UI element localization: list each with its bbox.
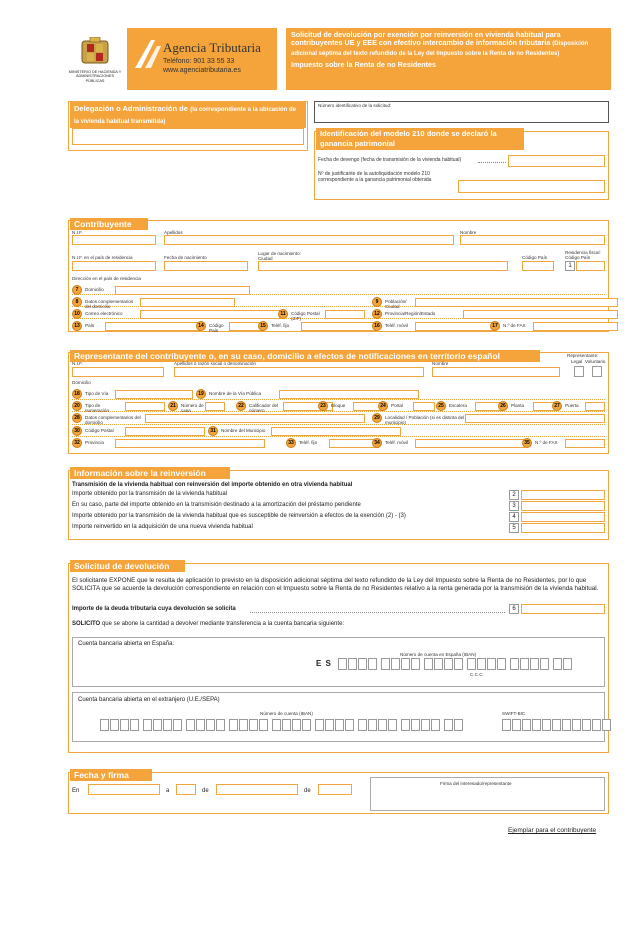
digit-box[interactable] [378,719,387,731]
de2-label: de [304,788,311,794]
es-prefix: E S [316,659,332,668]
field-input-13[interactable] [105,322,200,331]
reinversion-subtitle: Transmisión de la vivienda habitual con reinversión del importe obtenido en otra vivienda habitual [72,482,353,488]
digit-box[interactable] [259,719,268,731]
digit-box[interactable] [424,658,433,670]
digit-box[interactable] [302,719,311,731]
dia-field[interactable] [176,784,196,795]
rep-nif-label: N.I.F. [72,361,83,366]
rep-field-input-27[interactable] [585,402,605,411]
rep-field-input-20[interactable] [125,402,165,411]
reinversion-row-num-2: 2 [509,490,519,500]
digit-box[interactable] [540,658,549,670]
digit-box[interactable] [434,658,443,670]
representante-title: Representante del contribuyente o, en su caso, domicilio a efectos de notificaciones en territorio español [70,350,540,362]
rep-field-input-21[interactable] [205,402,225,411]
fecha-firma-title: Fecha y firma [70,769,152,781]
rep-field-number-20: 20 [72,401,82,411]
rep-field-number-24: 24 [378,401,388,411]
residencia-field[interactable] [576,261,605,271]
digit-box[interactable] [512,719,521,731]
digit-box[interactable] [602,719,611,731]
digit-box[interactable] [110,719,119,731]
digit-box[interactable] [444,719,453,731]
nif-pais-field[interactable] [72,261,156,271]
field-label-11: Código Postal (ZIP) [291,311,320,321]
fecha-devengo-label: Fecha de devengo (fecha de transmisión de la vivienda habitual) [318,157,462,163]
rep-field-input-34[interactable] [415,439,525,448]
rep-apellidos-field[interactable] [174,367,424,377]
rep-field-number-26: 26 [498,401,508,411]
field-number-16: 16 [372,321,382,331]
digit-box[interactable] [444,658,453,670]
rep-field-label-22: Calificador del número [249,403,279,413]
agency-name: Agencia Tributaria [163,40,261,55]
digit-box[interactable] [411,719,420,731]
digit-box[interactable] [477,658,486,670]
field-number-12: 12 [372,309,382,319]
field-label-8: Datos complementarios del domicilio [85,299,134,309]
field-number-9: 9 [372,297,382,307]
digit-box[interactable] [522,719,531,731]
rep-field-number-31: 31 [208,426,218,436]
firma-label: Firma del interesado/representante [440,781,512,786]
field-label-16: Teléf. móvil [385,323,408,328]
voluntario-checkbox[interactable] [592,366,602,377]
rep-field-input-18[interactable] [115,390,193,399]
rep-field-label-18: Tipo de Vía [85,391,109,396]
digit-box[interactable] [206,719,215,731]
field-label-7: Domicilio [85,287,104,292]
delegacion-field[interactable] [72,128,304,145]
justificante-label: Nº de justificante de la autoliquidación modelo 210 correspondiente a la ganancia patrimonial obtenida [318,171,432,183]
digit-box[interactable] [368,658,377,670]
rep-field-label-30: Código Postal [85,428,114,433]
rep-field-label-28: Datos complementarios del domicilio [85,415,141,425]
modelo210-title: Identificación del modelo 210 donde se declaró la ganancia patrimonial [316,128,524,150]
digit-box[interactable] [454,658,463,670]
ccc-label: C.C.C. [470,672,484,677]
field-label-12: Provincia/Región/Estado [385,311,436,316]
rep-field-number-32: 32 [72,438,82,448]
rep-field-label-27: Puerta [565,403,579,408]
delegacion-title: Delegación o Administración de (la correspondiente a la ubicación de la vivienda habitual transmitida) [70,102,306,128]
field-number-7: 7 [72,285,82,295]
residencia-num: 1 [565,261,575,271]
lugar-field[interactable] [88,784,160,795]
swift-digits[interactable] [502,718,612,736]
reinversion-row-num-5: 5 [509,523,519,533]
field-label-10: Correo electrónico [85,311,123,316]
field-label-17: N.º de FAX [503,323,526,328]
rep-field-input-28[interactable] [145,414,365,423]
rep-field-number-21: 21 [168,401,178,411]
digit-box[interactable] [391,658,400,670]
digit-box[interactable] [411,658,420,670]
rep-field-number-27: 27 [552,401,562,411]
rep-field-input-35[interactable] [565,439,605,448]
digit-box[interactable] [196,719,205,731]
rep-field-input-31[interactable] [271,427,401,436]
iban-es-digits[interactable] [338,657,573,675]
digit-box[interactable] [292,719,301,731]
field-number-14: 14 [196,321,206,331]
field-input-15[interactable] [301,322,376,331]
apellidos-label: Apellidos [164,230,183,235]
digit-box[interactable] [520,658,529,670]
form-tax-name: Impuesto sobre la Renta de no Residentes [291,60,436,70]
ciudad-field[interactable] [258,261,508,271]
digit-box[interactable] [120,719,129,731]
field-input-7[interactable] [115,286,250,295]
digit-box[interactable] [592,719,601,731]
rep-field-label-32: Provincia [85,440,104,445]
digit-box[interactable] [143,719,152,731]
rep-field-number-18: 18 [72,389,82,399]
field-label-15: Teléf. fijo [271,323,290,328]
digit-box[interactable] [510,658,519,670]
digit-box[interactable] [186,719,195,731]
solicito-text: SOLICITO que se abone la cantidad a devolver mediante transferencia a la cuenta bancaria siguiente: [72,621,345,627]
digit-box[interactable] [315,719,324,731]
digit-box[interactable] [338,658,347,670]
nombre-label: Nombre [460,230,477,235]
mes-field[interactable] [216,784,298,795]
form-title: Solicitud de devolución por exención por reinversión en vivienda habitual para contribuyentes UE y EEE con efectivo intercambio de información tributaria (Disposición adicional séptima del texto refundido de la Ley del Impuesto sobre la Renta de no Residentes) [291,30,589,57]
rep-field-label-29: Localidad / Población (si es distinta del municipio) [385,415,465,425]
iban-digits[interactable] [100,718,464,736]
a-label: a [166,788,170,794]
digit-box[interactable] [368,719,377,731]
field-number-10: 10 [72,309,82,319]
digit-box[interactable] [401,719,410,731]
rep-field-number-33: 33 [286,438,296,448]
apellidos-field[interactable] [164,235,454,245]
rep-field-number-34: 34 [372,438,382,448]
digit-box[interactable] [532,719,541,731]
digit-box[interactable] [487,658,496,670]
digit-box[interactable] [325,719,334,731]
field-label-14: Código País [209,323,224,333]
rep-field-number-30: 30 [72,426,82,436]
rep-nombre-label: Nombre [432,361,449,366]
rep-field-number-28: 28 [72,413,82,423]
rep-field-label-21: Número de casa [181,403,204,413]
cuenta-extranjero-label: Cuenta bancaria abierta en el extranjero (U.E./SEPA) [78,697,220,703]
reinversion-row-label-3: En su caso, parte del importe obtenido en la transmisión destinado a la amortización del préstamo pendiente [72,502,361,508]
rep-field-label-25: Escalera [449,403,467,408]
fecha-devengo-field[interactable] [508,155,605,167]
rep-nombre-field[interactable] [432,367,560,377]
field-input-12[interactable] [463,310,618,319]
cuenta-espana-label: Cuenta bancaria abierta en España: [78,641,175,647]
digit-box[interactable] [381,658,390,670]
digit-box[interactable] [388,719,397,731]
rep-field-number-35: 35 [522,438,532,448]
digit-box[interactable] [454,719,463,731]
legal-label: Legal [571,359,583,364]
reinversion-row-label-5: Importe reinvertido en la adquisición de una nueva vivienda habitual [72,524,253,530]
digit-box[interactable] [358,719,367,731]
reinversion-row-num-4: 4 [509,512,519,522]
reinversion-row-num-3: 3 [509,501,519,511]
reinversion-row-field-3[interactable] [521,501,605,511]
reinversion-row-field-5[interactable] [521,523,605,533]
rep-field-input-24[interactable] [413,402,435,411]
iban-label: Número de cuenta (IBAN) [260,711,313,716]
rep-field-label-31: Nombre del Municipio [221,428,266,433]
nombre-field[interactable] [460,235,605,245]
field-input-16[interactable] [415,322,495,331]
direccion-label: Dirección en el país de residencia [72,276,141,281]
swift-label: SWIFT-BIC [502,711,526,716]
field-number-15: 15 [258,321,268,331]
contribuyente-title: Contribuyente [70,218,148,230]
digit-box[interactable] [130,719,139,731]
rep-nif-field[interactable] [72,367,164,377]
rep-field-label-34: Teléf. móvil [385,440,408,445]
digit-box[interactable] [348,658,357,670]
rep-field-label-33: Teléf. fijo [299,440,318,445]
en-label: En [72,788,80,794]
digit-box[interactable] [282,719,291,731]
field-label-9: Población/ Ciudad [385,299,407,309]
digit-box[interactable] [542,719,551,731]
rep-apellidos-label: Apellidos o razón social o denominación [174,361,256,366]
expone-text: El solicitante EXPONE que le resulta de aplicación lo previsto en la disposición adicional séptima del texto refundido de la Ley del Impuesto sobre la Renta de no Residentes, por lo que SOLICITA que se acuerde la devolución correspondiente en relación con el Impuesto sobre la Renta de no Residentes relativo a la renta generada por la transmisión de la vivienda habitual. [72,577,599,592]
rep-field-number-19: 19 [196,389,206,399]
digit-box[interactable] [582,719,591,731]
rep-field-label-26: Planta [511,403,525,408]
digit-box[interactable] [431,719,440,731]
digit-box[interactable] [229,719,238,731]
rep-field-input-32[interactable] [115,439,265,448]
rep-field-label-20: Tipo de numeración [85,403,110,413]
lugar-nac-label: Lugar de nacimiento: [258,251,301,256]
digit-box[interactable] [100,719,109,731]
rep-field-number-29: 29 [372,413,382,423]
de1-label: de [202,788,209,794]
nif-field[interactable] [72,235,156,245]
digit-box[interactable] [562,719,571,731]
rep-domicilio-label: Domicilio [72,380,91,385]
agency-phone: Teléfono: 901 33 55 33 [163,58,235,65]
field-number-13: 13 [72,321,82,331]
voluntario-label: Voluntario [585,359,606,364]
solicitud-id-label: Número identificativo de la solicitud: [318,103,392,108]
digit-box[interactable] [358,658,367,670]
rep-field-label-24: Portal [391,403,404,408]
digit-box[interactable] [421,719,430,731]
digit-box[interactable] [401,658,410,670]
rep-field-number-25: 25 [436,401,446,411]
field-label-13: País [85,323,95,328]
digit-box[interactable] [530,658,539,670]
digit-box[interactable] [572,719,581,731]
nif-pais-label: N.I.F. en el país de residencia [72,255,133,260]
digit-box[interactable] [216,719,225,731]
digit-box[interactable] [563,658,572,670]
importe-devolucion-field[interactable] [521,604,605,614]
reinversion-row-label-2: Importe obtenido por la transmisión de la vivienda habitual [72,491,228,497]
anio-field[interactable] [318,784,352,795]
rep-field-input-30[interactable] [125,427,205,436]
cod-pais-field[interactable] [522,261,554,271]
residencia-label: Residencia fiscal: [565,250,601,255]
residencia-cod-label: Código País [565,255,591,260]
nif-label: N.I.F. [72,230,83,235]
reinversion-title: Información sobre la reinversión [70,467,230,479]
iban-es-label: Número de cuenta en España (IBAN) [400,652,477,657]
field-number-8: 8 [72,297,82,307]
importe-devolucion-label: Importe de la deuda tributaria cuya devolución se solicita [72,606,236,612]
ejemplar-label: Ejemplar para el contribuyente [508,827,597,834]
rep-field-input-29[interactable] [465,414,605,423]
rep-field-number-23: 23 [318,401,328,411]
digit-box[interactable] [345,719,354,731]
form-title-banner [286,28,611,90]
reinversion-row-field-4[interactable] [521,512,605,522]
reinversion-row-label-4: Importe obtenido por la transmisión de la vivienda habitual que es susceptible de reinversión a efectos de la exención (2) - (3) [72,513,406,519]
digit-box[interactable] [552,719,561,731]
representante-label: Representante: [567,353,599,358]
rep-field-label-23: Bloque [331,403,346,408]
digit-box[interactable] [153,719,162,731]
ciudad-label: Ciudad [258,256,273,261]
rep-field-input-19[interactable] [279,390,419,399]
field-input-8[interactable] [140,298,235,307]
legal-checkbox[interactable] [574,366,584,377]
reinversion-row-field-2[interactable] [521,490,605,500]
field-number-11: 11 [278,309,288,319]
rep-field-label-19: Nombre de la Vía Pública [209,391,262,396]
cod-pais-label: Código País [522,255,548,260]
ministry-name: MINISTERIO DE HACIENDA Y ADMINISTRACIONES PÚBLICAS [68,70,122,83]
digit-box[interactable] [335,719,344,731]
digit-box[interactable] [497,658,506,670]
digit-box[interactable] [173,719,182,731]
agency-website: www.agenciatributaria.es [163,67,241,74]
justificante-field[interactable] [458,180,605,193]
rep-field-number-22: 22 [236,401,246,411]
field-input-9[interactable] [415,298,618,307]
digit-box[interactable] [163,719,172,731]
digit-box[interactable] [239,719,248,731]
field-input-11[interactable] [325,310,365,319]
devolucion-title: Solicitud de devolución [70,560,185,572]
digit-box[interactable] [467,658,476,670]
field-number-17: 17 [490,321,500,331]
importe-devolucion-num: 6 [509,604,519,614]
field-input-17[interactable] [533,322,618,331]
rep-field-label-35: N.º de FAX [535,440,558,445]
digit-box[interactable] [502,719,511,731]
fecha-nac-label: Fecha de nacimiento [164,255,207,260]
digit-box[interactable] [249,719,258,731]
field-input-10[interactable] [140,310,280,319]
digit-box[interactable] [272,719,281,731]
fecha-nac-field[interactable] [164,261,248,271]
digit-box[interactable] [553,658,562,670]
